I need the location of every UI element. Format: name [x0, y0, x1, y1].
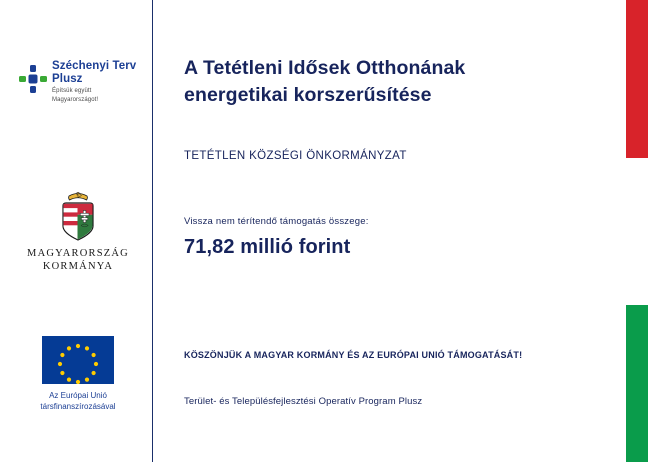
szechenyi-terv-plusz-logo [18, 60, 142, 112]
szechenyi-line1: Széchenyi Terv [52, 60, 137, 72]
eu-flag-icon [42, 336, 114, 384]
hungary-line2: KORMÁNYA [42, 261, 114, 272]
grant-label: Vissza nem térítendő támogatás összege: [184, 216, 369, 227]
hungary-government-logo [26, 192, 130, 273]
hungary-line1: MAGYARORSZÁG [27, 248, 129, 259]
szechenyi-logo-text [52, 60, 144, 104]
organization-name: TETÉTLEN KÖZSÉGI ÖNKORMÁNYZAT [184, 150, 407, 162]
hungarian-coat-of-arms-icon [57, 192, 99, 242]
szechenyi-sub-line1: Építsük együtt [52, 88, 92, 94]
eu-line2: társfinanszírozásával [40, 402, 116, 411]
vertical-divider [152, 0, 153, 462]
red-accent-bar [626, 0, 648, 158]
grant-amount: 71,82 millió forint [184, 236, 351, 258]
thanks-message: KÖSZÖNJÜK A MAGYAR KORMÁNY ÉS AZ EURÓPAI UNIÓ TÁMOGATÁSÁT! [184, 350, 523, 360]
eu-line1: Az Európai Unió [49, 391, 107, 400]
green-accent-bar [626, 305, 648, 462]
logo-column [0, 0, 152, 462]
szechenyi-cross-icon [18, 64, 48, 94]
content-column [184, 0, 604, 462]
project-title [184, 55, 584, 109]
program-name: Terület- és Településfejlesztési Operatív Program Plusz [184, 396, 423, 407]
szechenyi-sub-line2: Magyarországot! [52, 97, 99, 103]
project-title-line2: energetikai korszerűsítése [184, 84, 432, 106]
project-title-line1: A Tetétleni Idősek Otthonának [184, 57, 466, 79]
eu-cofinancing-logo [26, 336, 130, 412]
szechenyi-line2: Plusz [52, 73, 83, 85]
